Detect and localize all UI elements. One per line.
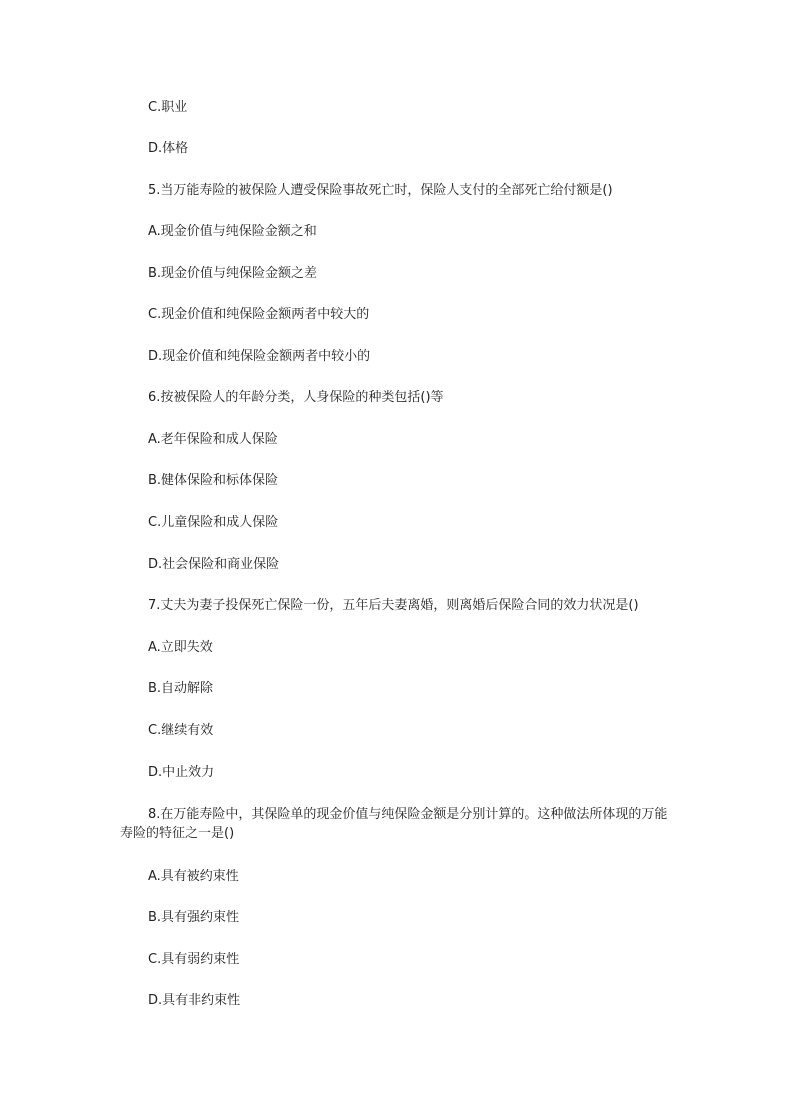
- question-5: 5.当万能寿险的被保险人遭受保险事故死亡时，保险人支付的全部死亡给付额是(): [148, 183, 613, 198]
- option-d-previous: D.体格: [148, 141, 189, 156]
- question-6-option-c: C.儿童保险和成人保险: [148, 515, 279, 530]
- question-5-option-c: C.现金价值和纯保险金额两者中较大的: [148, 307, 370, 322]
- question-8-option-c: C.具有弱约束性: [148, 952, 240, 967]
- question-8-option-a: A.具有被约束性: [148, 869, 239, 884]
- question-5-option-d: D.现金价值和纯保险金额两者中较小的: [148, 349, 371, 364]
- option-c-previous: C.职业: [148, 100, 188, 115]
- question-8: 8.在万能寿险中，其保险单的现金价值与纯保险金额是分别计算的。这种做法所体现的万能寿险的特征之一是(): [120, 807, 668, 841]
- question-7-option-a: A.立即失效: [148, 640, 213, 655]
- question-7-option-b: B.自动解除: [148, 681, 214, 696]
- question-8-option-b: B.具有强约束性: [148, 910, 240, 925]
- question-6-option-a: A.老年保险和成人保险: [148, 432, 278, 447]
- question-8-option-d: D.具有非约束性: [148, 993, 241, 1008]
- question-5-option-b: B.现金价值与纯保险金额之差: [148, 266, 318, 281]
- question-6-option-d: D.社会保险和商业保险: [148, 557, 280, 572]
- question-6: 6.按被保险人的年龄分类，人身保险的种类包括()等: [148, 390, 444, 405]
- question-7: 7.丈夫为妻子投保死亡保险一份，五年后夫妻离婚，则离婚后保险合同的效力状况是(): [148, 598, 639, 613]
- question-7-option-c: C.继续有效: [148, 723, 214, 738]
- question-5-option-a: A.现金价值与纯保险金额之和: [148, 224, 317, 239]
- question-7-option-d: D.中止效力: [148, 765, 215, 780]
- question-6-option-b: B.健体保险和标体保险: [148, 473, 279, 488]
